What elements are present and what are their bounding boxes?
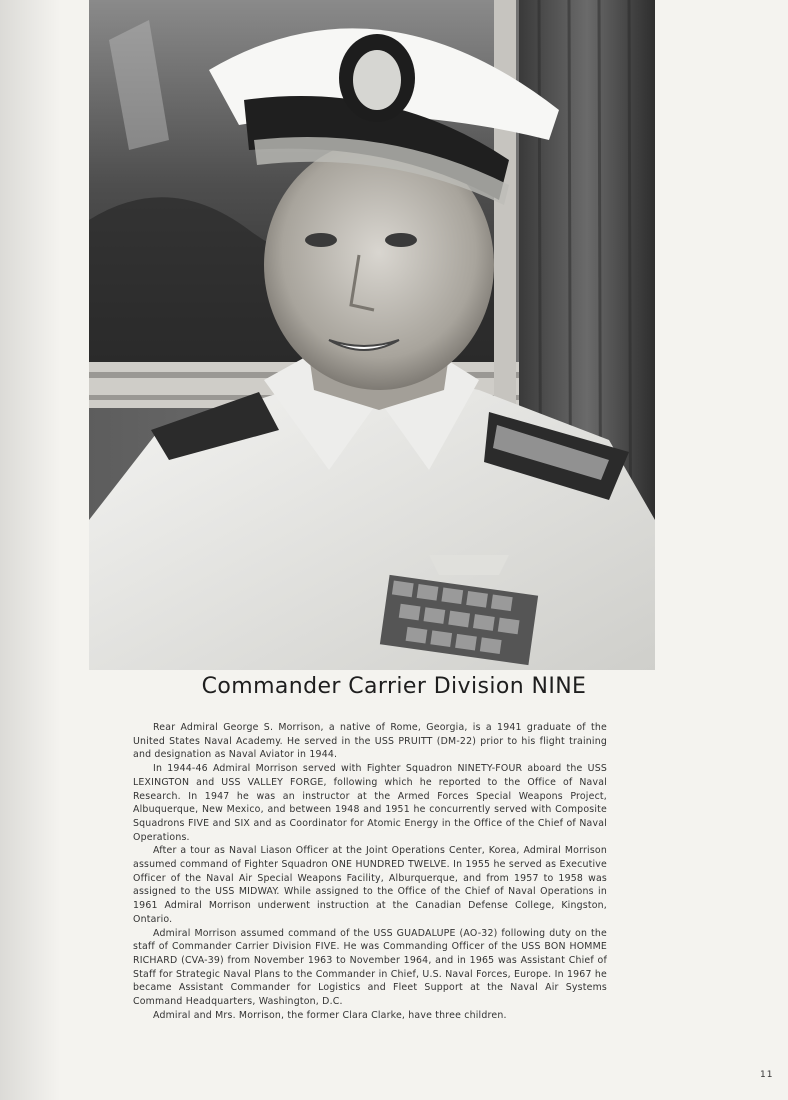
page-title: Commander Carrier Division NINE <box>201 674 587 699</box>
page-number: 11 <box>760 1070 774 1080</box>
page-edge-shadow <box>0 0 60 1100</box>
bio-paragraph: Rear Admiral George S. Morrison, a native of Rome, Georgia, is a 1941 graduate of the United States Naval Academy. He served in the USS PRUITT (DM-22) prior to his flight training and designation as Naval Aviator in 1944. <box>133 722 607 761</box>
bio-paragraph: Admiral Morrison assumed command of the USS GUADALUPE (AO-32) following duty on the staff of Commander Carrier Division FIVE. He was Commanding Officer of the USS BON HOMME RICHARD (CVA-39) from November 1963 to November 1964, and in 1965 was Assistant Chief of Staff for Strategic Naval Plans to the Commander in Chief, U.S. Naval Forces, Europe. In 1967 he became Assistant Commander for Logistics and Fleet Support at the Naval Air Systems Command Headquarters, Washington, D.C. <box>133 927 607 1008</box>
admiral-portrait-photo <box>89 0 655 670</box>
bio-paragraph: Admiral and Mrs. Morrison, the former Clara Clarke, have three children. <box>153 1009 507 1021</box>
biography-text <box>133 721 607 1022</box>
bio-paragraph: In 1944-46 Admiral Morrison served with Fighter Squadron NINETY-FOUR aboard the USS LEXINGTON and USS VALLEY FORGE, following which he reported to the Office of Naval Research. In 1947 he was an instructor at the Armed Forces Special Weapons Project, Albuquerque, New Mexico, and between 1948 and 1951 he concurrently served with Composite Squadrons FIVE and SIX and as Coordinator for Atomic Energy in the Office of the Chief of Naval Operations. <box>133 763 607 843</box>
bio-paragraph: After a tour as Naval Liason Officer at the Joint Operations Center, Korea, Admiral Morrison assumed command of Fighter Squadron ONE HUNDRED TWELVE. In 1955 he served as Executive Officer of the Naval Air Special Weapons Facility, Alburquerque, and from 1957 to 1958 was assigned to the USS MIDWAY. While assigned to the Office of the Chief of Naval Operations in 1961 Admiral Morrison underwent instruction at the Canadian Defense College, Kingston, Ontario. <box>133 845 607 925</box>
